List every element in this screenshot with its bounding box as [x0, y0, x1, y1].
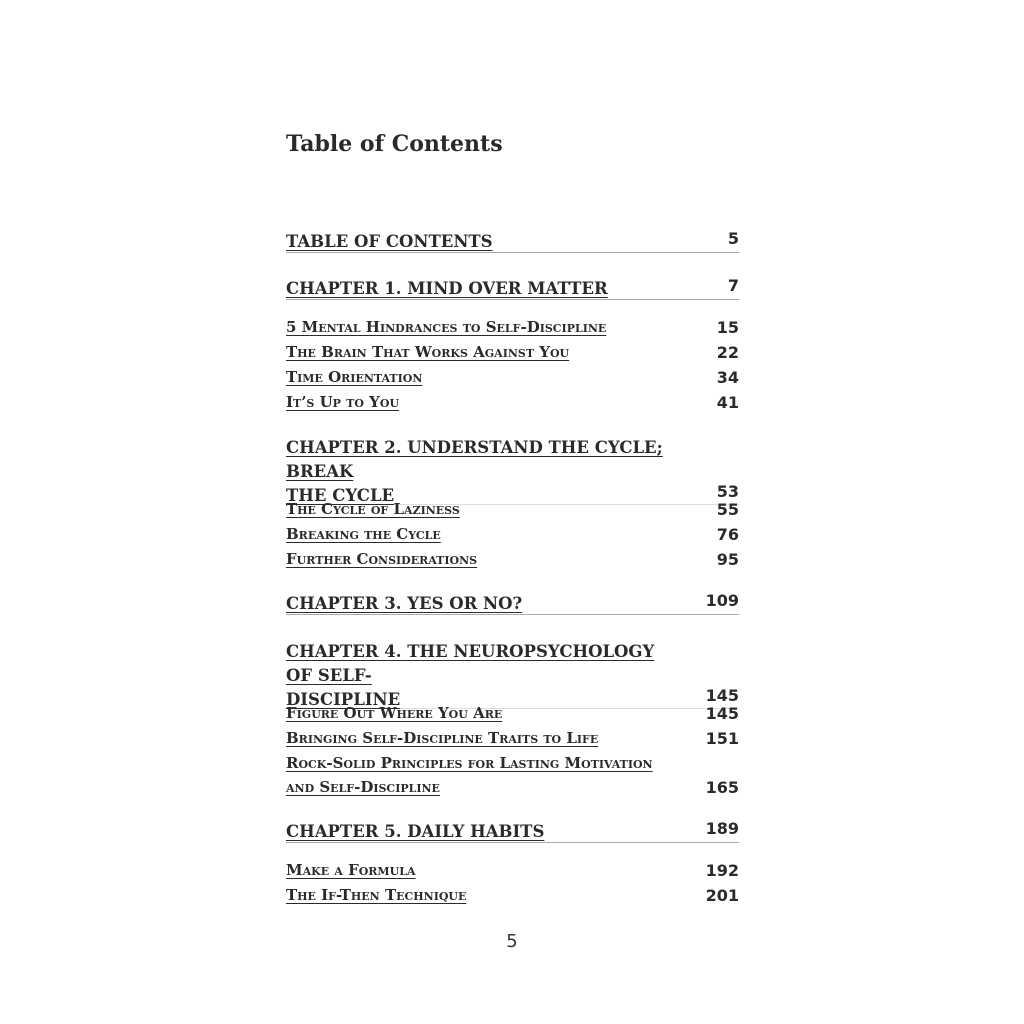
- toc-entry-page-number: 22: [716, 343, 739, 362]
- toc-section-entry[interactable]: [286, 883, 739, 907]
- toc-entry-page-number: 15: [716, 318, 739, 337]
- toc-entry-title: Rock-Solid Principles for Lasting Motivation: [286, 754, 653, 772]
- toc-entry-title: CHAPTER 2. UNDERSTAND THE CYCLE; BREAK: [286, 438, 663, 481]
- toc-entry-title: The If-Then Technique: [286, 886, 467, 904]
- toc-entry-title: Time Orientation: [286, 368, 423, 386]
- toc-entry-page-number: 55: [716, 500, 739, 519]
- page-title: Table of Contents: [286, 131, 503, 157]
- page-number: 5: [506, 931, 518, 952]
- toc-entry-title: Make a Formula: [286, 861, 416, 879]
- toc-entry-page-number: 145: [705, 686, 739, 705]
- toc-entry-title: and Self-Discipline: [286, 778, 440, 796]
- toc-chapter-entry[interactable]: [286, 591, 739, 615]
- toc-section-entry[interactable]: [286, 390, 739, 414]
- toc-entry-page-number: 109: [705, 591, 739, 610]
- toc-entry-page-number: 53: [716, 482, 739, 501]
- toc-section-entry[interactable]: [286, 497, 739, 521]
- toc-chapter-entry[interactable]: [286, 229, 739, 253]
- toc-entry-page-number: 145: [705, 704, 739, 723]
- toc-entry-title: CHAPTER 5. DAILY HABITS: [286, 822, 545, 841]
- toc-section-entry[interactable]: [286, 751, 739, 799]
- toc-section-entry[interactable]: [286, 315, 739, 339]
- toc-entry-page-number: 165: [705, 778, 739, 797]
- toc-entry-title: It’s Up to You: [286, 393, 400, 411]
- toc-entry-title: CHAPTER 3. YES OR NO?: [286, 594, 523, 613]
- toc-section-entry[interactable]: [286, 547, 739, 571]
- toc-entry-page-number: 34: [716, 368, 739, 387]
- toc-entry-page-number: 201: [705, 886, 739, 905]
- toc-entry-title: The Brain That Works Against You: [286, 343, 570, 361]
- toc-entry-title: Figure Out Where You Are: [286, 704, 503, 722]
- toc-section-entry[interactable]: [286, 701, 739, 725]
- toc-entry-title: DISCIPLINE: [286, 688, 739, 709]
- toc-entry-page-number: 95: [716, 550, 739, 569]
- toc-section-entry[interactable]: [286, 522, 739, 546]
- toc-entry-title: Bringing Self-Discipline Traits to Life: [286, 729, 599, 747]
- toc-entry-title: CHAPTER 1. MIND OVER MATTER: [286, 279, 608, 298]
- toc-entry-page-number: 189: [705, 819, 739, 838]
- toc-entry-page-number: 5: [727, 229, 739, 248]
- toc-entry-page-number: 151: [705, 729, 739, 748]
- toc-entry-page-number: 192: [705, 861, 739, 880]
- toc-entry-page-number: 7: [727, 276, 739, 295]
- toc-entry-title: CHAPTER 4. THE NEUROPSYCHOLOGY OF SELF-: [286, 642, 655, 685]
- toc-entry-page-number: 76: [716, 525, 739, 544]
- toc-section-entry[interactable]: [286, 858, 739, 882]
- toc-section-entry[interactable]: [286, 726, 739, 750]
- toc-entry-title: TABLE OF CONTENTS: [286, 232, 493, 251]
- toc-entry-title: The Cycle of Laziness: [286, 500, 460, 518]
- toc-entry-title: Breaking the Cycle: [286, 525, 441, 543]
- toc-chapter-entry[interactable]: [286, 276, 739, 300]
- toc-entry-title: THE CYCLE: [286, 484, 739, 505]
- toc-entry-page-number: 41: [716, 393, 739, 412]
- toc-chapter-entry[interactable]: [286, 436, 739, 505]
- toc-entry-title: Further Considerations: [286, 550, 478, 568]
- toc-chapter-entry[interactable]: [286, 819, 739, 843]
- toc-section-entry[interactable]: [286, 340, 739, 364]
- toc-section-entry[interactable]: [286, 365, 739, 389]
- toc-entry-title: 5 Mental Hindrances to Self-Discipline: [286, 318, 607, 336]
- toc-chapter-entry[interactable]: [286, 640, 739, 709]
